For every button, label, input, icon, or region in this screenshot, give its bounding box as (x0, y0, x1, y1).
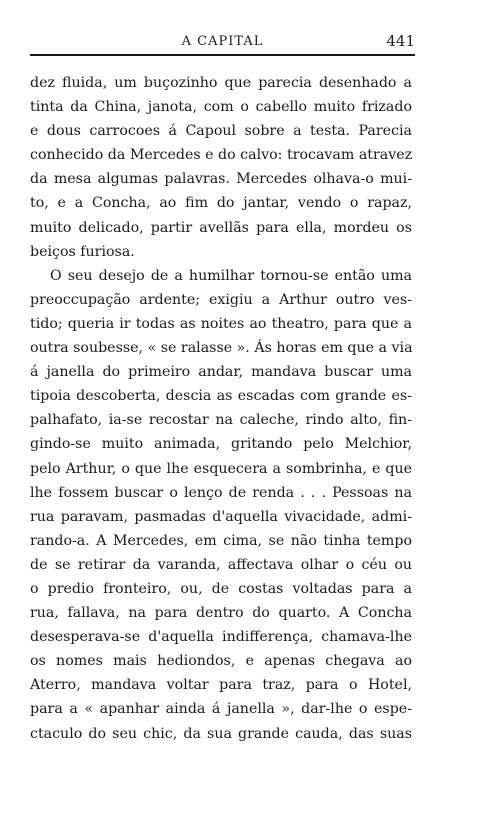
header-rule (30, 54, 415, 56)
text-line: da mesa algumas palavras. Mercedes olhava-o mui- (30, 171, 412, 188)
text-line: desesperava-se d'aquella indifferença, chamava-lhe (30, 629, 412, 646)
page-number: 441 (386, 32, 415, 50)
text-line: muito delicado, partir avellãs para ella, mordeu os (30, 219, 412, 236)
paragraph-1 (30, 71, 412, 264)
body-text (30, 71, 412, 746)
text-line: conhecido da Mercedes e do calvo: trocavam atravez (30, 147, 413, 164)
text-line: dez fluida, um buçozinho que parecia desenhado a (30, 75, 412, 91)
text-line: palhafato, ia-se recostar na caleche, rindo alto, fin- (30, 412, 412, 429)
text-line: os nomes mais hediondos, e apenas chegava ao (30, 653, 412, 670)
text-line: O seu desejo de a humilhar tornou-se então uma (50, 267, 412, 284)
paragraph-2 (30, 264, 412, 746)
text-line: tipoia descoberta, descia as escadas com grande es- (30, 388, 412, 405)
text-line: gindo-se muito animada, gritando pelo Melchior, (30, 436, 412, 453)
text-line: ctaculo do seu chic, da sua grande cauda, das suas (30, 725, 412, 742)
text-line: beiços furiosa. (30, 243, 135, 260)
text-line: outra soubesse, « se ralasse ». Ás horas em que a via (30, 340, 413, 357)
page-header (30, 30, 415, 56)
text-line: e dous carrocoes á Capoul sobre a testa. Parecia (30, 123, 412, 140)
text-line: pelo Arthur, o que lhe esquecera a sombrinha, e que (30, 460, 412, 477)
text-line: to, e a Concha, ao fim do jantar, vendo o rapaz, (30, 195, 412, 212)
text-line: para a « apanhar ainda á janella », dar-lhe o espe- (30, 701, 412, 718)
text-line: rando-a. A Mercedes, em cima, se não tinha tempo (30, 532, 412, 549)
text-line: preoccupação ardente; exigiu a Arthur outro ves- (30, 291, 412, 308)
text-line: rua paravam, pasmadas d'aquella vivacidade, admi- (30, 508, 412, 525)
running-title: A CAPITAL (181, 34, 264, 49)
text-line: Aterro, mandava voltar para traz, para o Hotel, (30, 677, 412, 694)
text-line: o predio fronteiro, ou, de costas voltadas para a (30, 580, 412, 597)
text-line: tinta da China, janota, com o cabello muito frizado (30, 99, 412, 116)
text-line: lhe fossem buscar o lenço de renda . . . Pessoas na (30, 484, 412, 501)
text-line: á janella do primeiro andar, mandava buscar uma (30, 364, 412, 381)
text-line: de se retirar da varanda, affectava olhar o céu ou (30, 556, 412, 573)
text-line: tido; queria ir todas as noites ao theatro, para que a (30, 315, 412, 332)
text-line: rua, fallava, na para dentro do quarto. A Concha (30, 605, 412, 622)
